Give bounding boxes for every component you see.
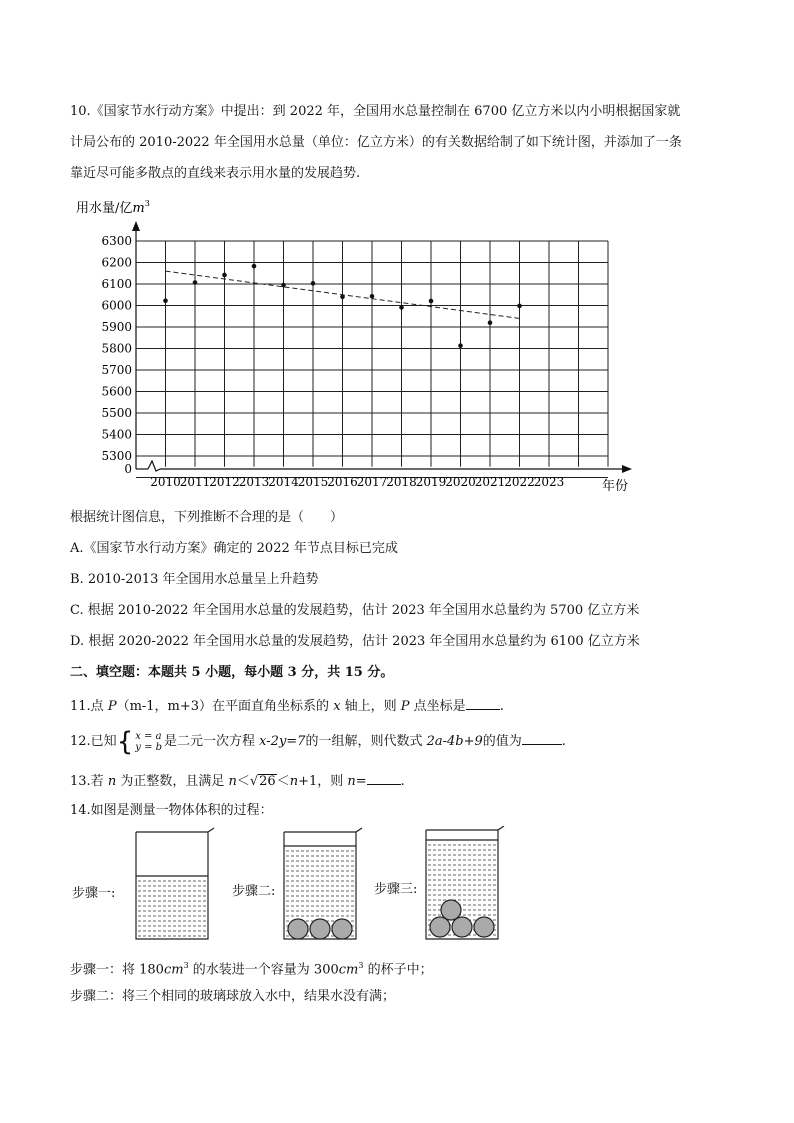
data-point xyxy=(311,281,316,286)
q12-prefix: 12.已知 xyxy=(70,734,117,749)
x-tick-label: 2021 xyxy=(474,475,506,489)
beaker-3 xyxy=(426,826,504,939)
beaker-2 xyxy=(284,828,362,939)
q13-prefix: 13.若 xyxy=(70,774,108,789)
q11-p2: P xyxy=(400,699,410,714)
q12-mid2: 的一组解，则代数式 xyxy=(305,734,427,749)
q11 xyxy=(70,697,504,715)
y-tick-label: 6000 xyxy=(101,298,132,313)
x-tick-label: 2011 xyxy=(179,475,211,489)
q11-prefix: 11.点 xyxy=(70,699,108,714)
q12-mid: 是二元一次方程 xyxy=(164,734,260,749)
sqrt-icon: √ xyxy=(249,774,259,789)
y-axis-arrow-icon xyxy=(132,221,140,231)
q13-mid: 为正整数，且满足 xyxy=(116,774,229,789)
ball-icon xyxy=(441,900,461,920)
ball-icon xyxy=(332,919,352,939)
step3-label: 步骤三: xyxy=(374,882,418,897)
ball-icon xyxy=(288,919,308,939)
q12-suffix: 的值为 xyxy=(482,734,522,749)
q10-question: 根据统计图信息，下列推断不合理的是（ ） xyxy=(70,510,344,525)
y-tick-label: 5500 xyxy=(101,406,132,420)
ball-icon xyxy=(452,917,472,937)
x-tick-label: 2016 xyxy=(327,475,358,489)
data-point xyxy=(488,320,493,325)
x-tick-label: 2015 xyxy=(297,475,329,489)
q14-sup-1: 3 xyxy=(183,961,189,970)
q13-n2: n xyxy=(228,774,237,789)
section2-heading: 二、填空题：本题共 5 小题，每小题 3 分，共 15 分。 xyxy=(70,665,394,680)
q14-line: 14.如图是测量一物体体积的过程： xyxy=(70,803,273,818)
q12-eq2: y = b xyxy=(135,741,163,753)
q13 xyxy=(70,772,405,790)
q10-option-a: A.《国家节水行动方案》确定的 2022 年节点目标已完成 xyxy=(70,541,398,556)
q10-line3: 靠近尽可能多散点的直线来表示用水量的发展趋势. xyxy=(70,166,361,181)
water-usage-scatter-chart xyxy=(60,195,650,500)
q13-eq: = xyxy=(355,774,367,789)
q12-end: . xyxy=(561,734,566,749)
chart-ticks xyxy=(101,234,564,489)
y-tick-label: 5300 xyxy=(101,449,132,463)
q14-step2-text: 步骤二：将三个相同的玻璃球放入水中，结果水没有满； xyxy=(70,989,396,1004)
q13-lt2: ＜ xyxy=(276,774,290,789)
chart-axes xyxy=(132,221,632,473)
beaker-steps-figure xyxy=(70,826,510,948)
x-tick-label: 2013 xyxy=(238,475,270,489)
q13-n3: n xyxy=(289,774,299,789)
data-point xyxy=(429,299,434,304)
y-axis-label-sup: 3 xyxy=(144,199,150,208)
data-point xyxy=(193,280,198,285)
q14-unit-2: cm xyxy=(338,962,359,978)
step2-label: 步骤二: xyxy=(232,884,276,899)
x-axis-arrow-icon xyxy=(622,465,632,473)
q11-suffix: 点坐标是 xyxy=(409,699,466,714)
q14-step1-c: 的杯子中； xyxy=(363,962,433,978)
step1-label: 步骤一: xyxy=(72,886,116,901)
q10-line1: 10.《国家节水行动方案》中提出：到 2022 年，全国用水总量控制在 6700 亿立方米以内小明根据国家就 xyxy=(70,104,681,119)
q14-step1-b: 的水装进一个容量为 300 xyxy=(188,962,339,978)
q12-answer-blank xyxy=(522,732,562,745)
q11-end: . xyxy=(499,699,504,714)
q12-eq1: x = a xyxy=(135,730,162,742)
q12 xyxy=(70,727,566,757)
q13-lt: ＜ xyxy=(236,774,250,789)
q11-p: P xyxy=(107,699,117,714)
ball-icon xyxy=(430,917,450,937)
y-tick-label: 0 xyxy=(124,462,132,476)
y-tick-label: 5600 xyxy=(101,384,132,399)
q14-step1-text xyxy=(70,958,433,978)
q13-answer-blank xyxy=(367,772,401,785)
beaker-1-water xyxy=(136,876,208,936)
y-tick-label: 6100 xyxy=(101,277,132,291)
beaker-1 xyxy=(136,828,214,939)
data-point xyxy=(370,294,375,299)
y-tick-label: 6200 xyxy=(101,255,132,270)
q11-coords: （m-1，m+3）在平面直角坐标系的 xyxy=(116,699,334,714)
x-tick-label: 2012 xyxy=(209,475,240,489)
q12-equation: x-2y=7 xyxy=(259,734,306,749)
y-tick-label: 5800 xyxy=(101,341,132,356)
q13-plus: +1，则 xyxy=(298,774,348,789)
q10-line2: 计局公布的 2010-2022 年全国用水总量（单位：亿立方米）的有关数据给制了如下统计图，并添加了一条 xyxy=(70,135,682,150)
data-point xyxy=(222,273,227,278)
q12-brace: { xyxy=(116,726,134,757)
q14-unit-1: cm xyxy=(163,962,184,978)
x-tick-label: 2020 xyxy=(445,475,476,489)
x-tick-label: 2022 xyxy=(504,475,535,489)
axis-break-icon xyxy=(148,461,160,471)
q10-option-c: C. 根据 2010-2022 年全国用水总量的发展趋势，估计 2023 年全国用水总量约为 5700 亿立方米 xyxy=(70,603,640,618)
q14-step1-a: 步骤一：将 180 xyxy=(70,962,164,978)
data-point xyxy=(163,298,168,303)
q12-expr: 2a-4b+9 xyxy=(426,734,483,749)
y-tick-label: 5700 xyxy=(101,363,132,377)
q13-radicand: 26 xyxy=(259,774,276,789)
x-axis-label: 年份 xyxy=(602,479,629,494)
x-tick-label: 2017 xyxy=(356,475,388,489)
x-tick-label: 2010 xyxy=(150,475,181,489)
q11-answer-blank xyxy=(466,697,500,710)
ball-icon xyxy=(474,917,494,937)
y-tick-label: 5900 xyxy=(101,320,132,334)
q13-n4: n xyxy=(347,774,356,789)
q12-system xyxy=(135,731,162,753)
data-point xyxy=(281,283,286,288)
data-point xyxy=(458,343,463,348)
q10-option-d: D. 根据 2020-2022 年全国用水总量的发展趋势，估计 2023 年全国用水总量约为 6100 亿立方米 xyxy=(70,634,640,649)
q13-end: . xyxy=(400,774,405,789)
y-axis-label xyxy=(76,199,150,216)
x-tick-label: 2019 xyxy=(415,475,447,489)
y-tick-label: 5400 xyxy=(101,427,132,442)
x-tick-label: 2014 xyxy=(268,475,299,489)
q11-x: x xyxy=(333,699,341,714)
data-point xyxy=(517,304,522,309)
y-axis-label-unit: m xyxy=(132,201,145,216)
data-point xyxy=(340,295,345,300)
x-tick-label: 2023 xyxy=(533,475,565,489)
y-tick-label: 6300 xyxy=(101,234,132,248)
data-point xyxy=(399,305,404,310)
y-axis-label-text: 用水量/亿 xyxy=(76,201,133,216)
q14-sup-2: 3 xyxy=(358,961,364,970)
q11-mid: 轴上，则 xyxy=(340,699,401,714)
q13-n: n xyxy=(107,774,117,789)
q10-option-b: B. 2010-2013 年全国用水总量呈上升趋势 xyxy=(70,572,319,587)
x-tick-label: 2018 xyxy=(386,475,417,489)
data-point xyxy=(252,264,257,269)
ball-icon xyxy=(310,919,330,939)
